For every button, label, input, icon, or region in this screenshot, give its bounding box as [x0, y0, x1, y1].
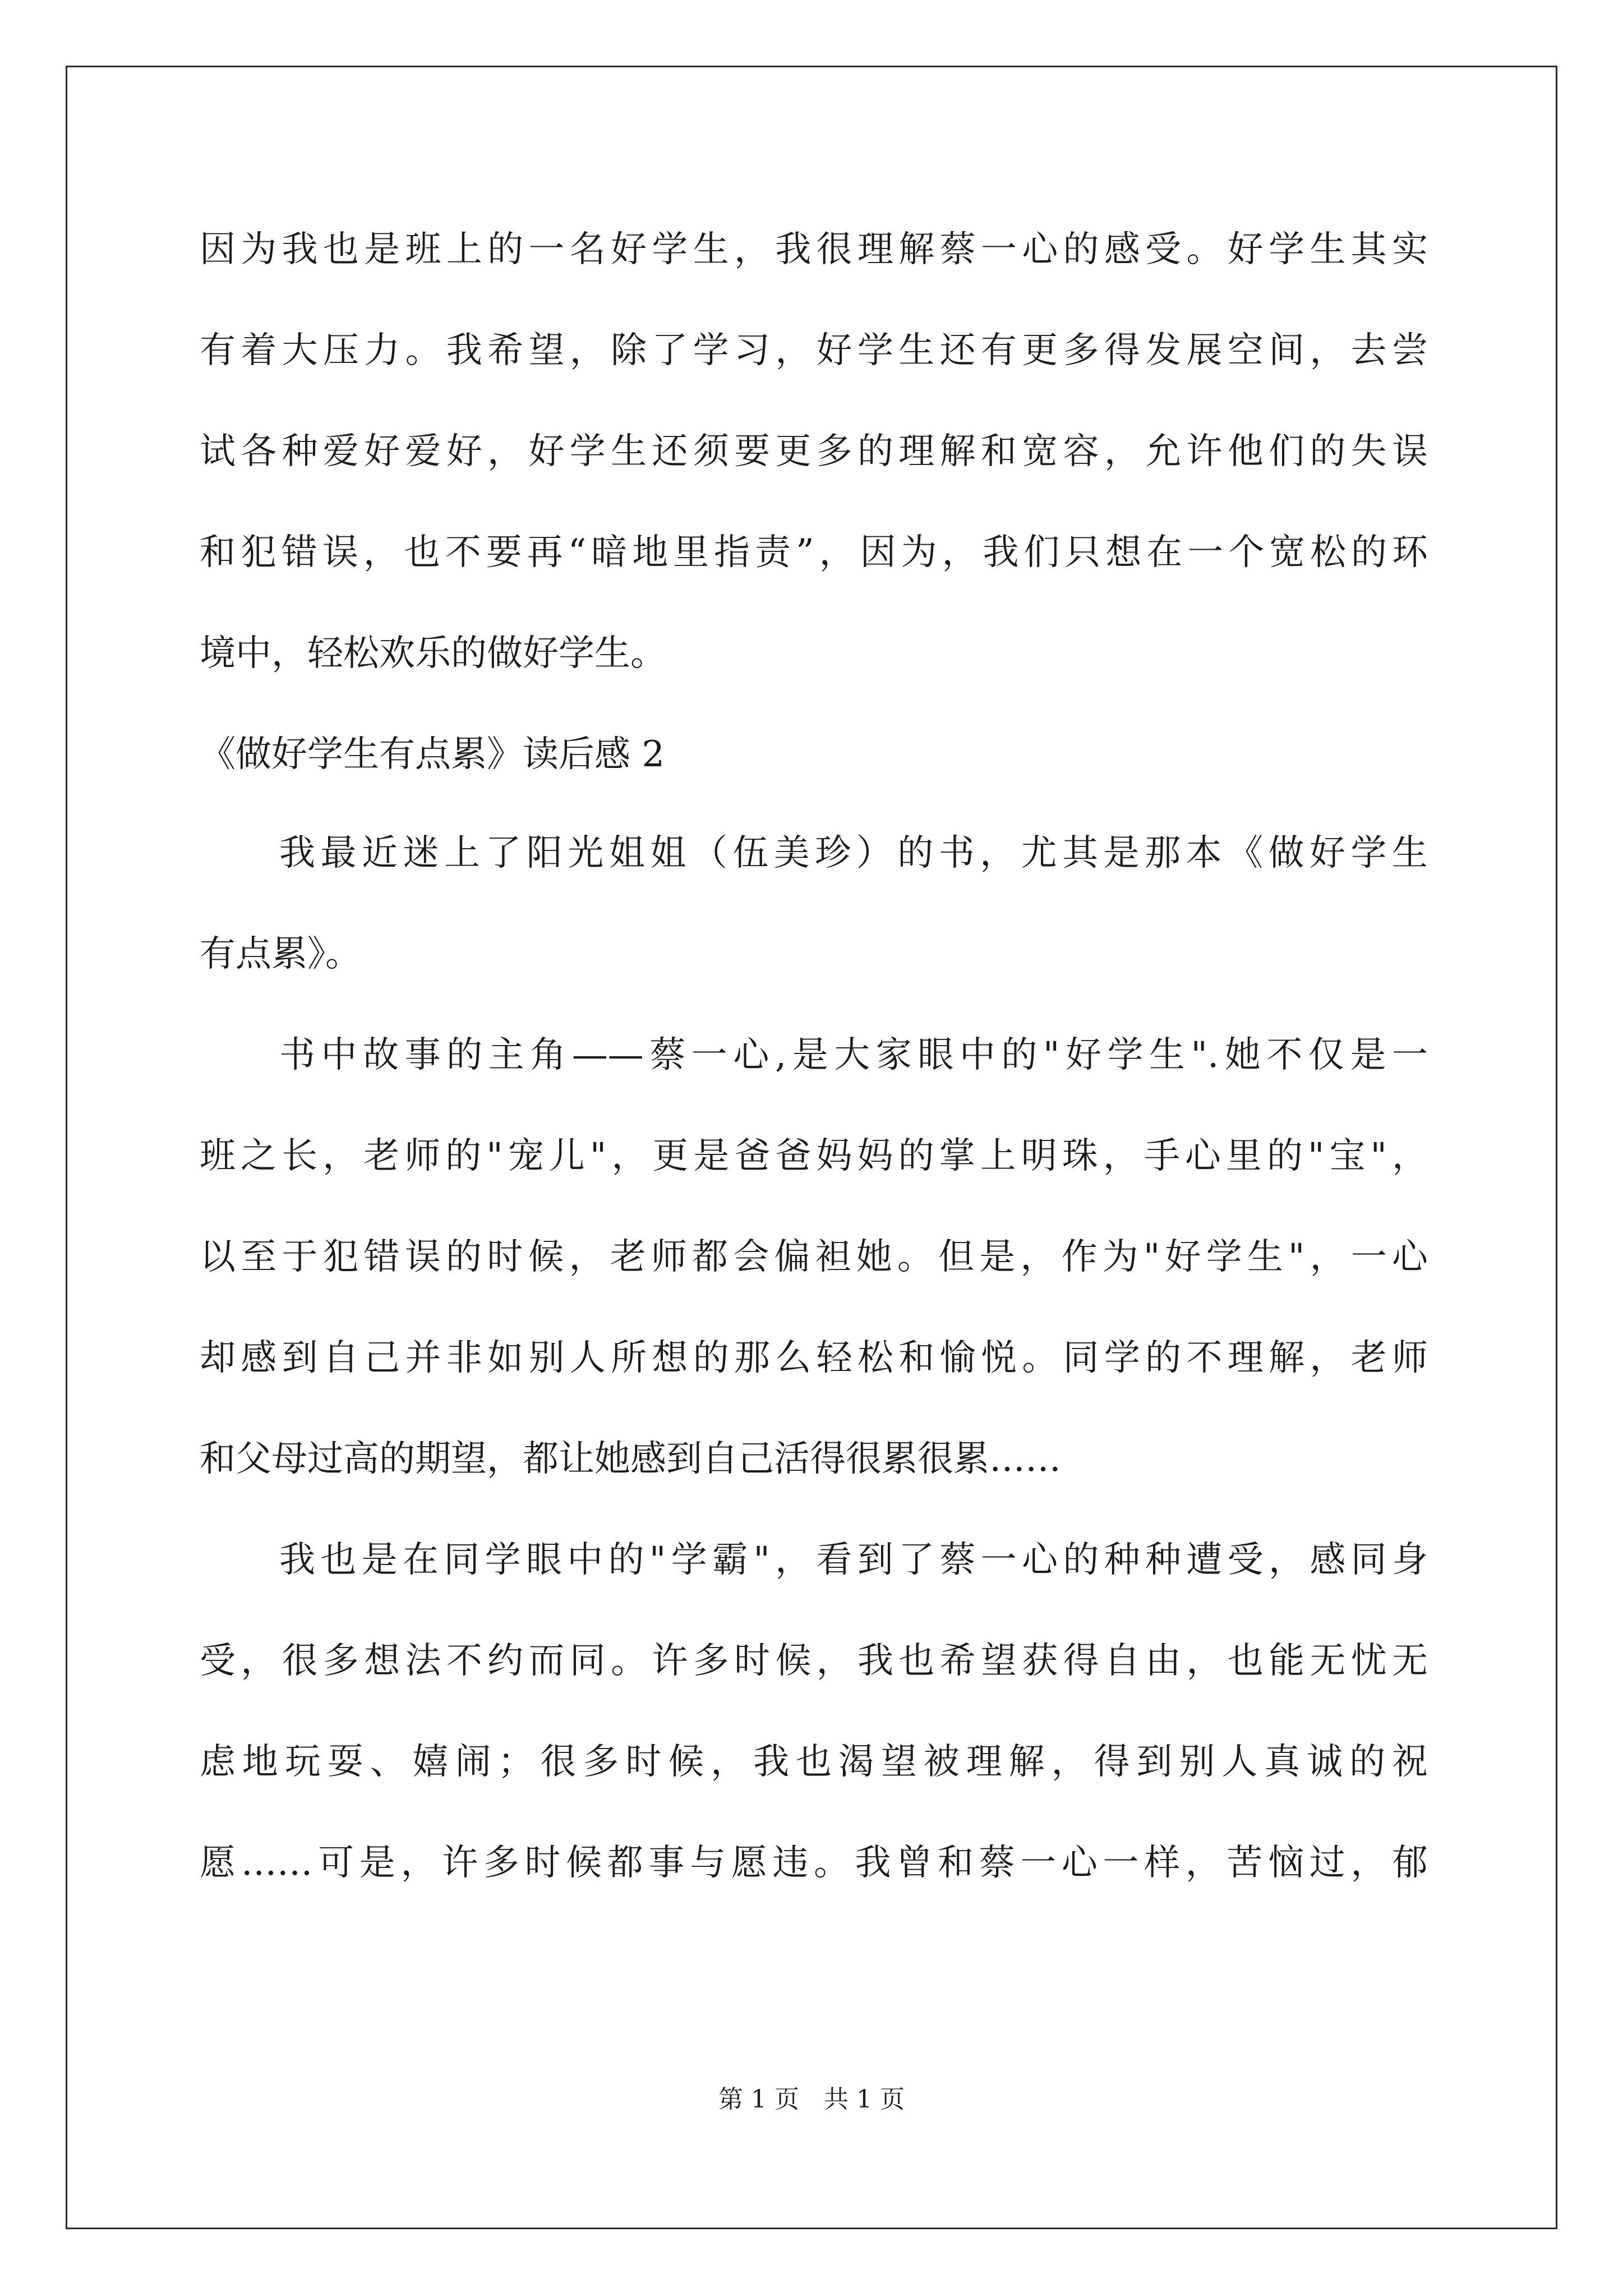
- paragraph-line: 和犯错误，也不要再“暗地里指责”，因为，我们只想在一个宽松的环: [200, 532, 1428, 573]
- page-footer: 第 1 页 共 1 页: [718, 2085, 905, 2114]
- document-body: [200, 213, 1428, 1927]
- paragraph-line: 书中故事的主角——蔡一心,是大家眼中的"好学生".她不仅是一: [279, 1034, 1428, 1076]
- paragraph-line: 因为我也是班上的一名好学生，我很理解蔡一心的感受。好学生其实: [200, 229, 1428, 270]
- paragraph-line: 班之长，老师的"宠儿"，更是爸爸妈妈的掌上明珠，手心里的"宝"，: [200, 1135, 1428, 1177]
- paragraph-line: 我也是在同学眼中的"学霸"，看到了蔡一心的种种遭受，感同身: [279, 1539, 1428, 1581]
- section-heading: 《做好学生有点累》读后感 2: [200, 734, 665, 775]
- paragraph-line: 境中，轻松欢乐的做好学生。: [200, 633, 666, 674]
- paragraph-line: 以至于犯错误的时候，老师都会偏袒她。但是，作为"好学生"，一心: [200, 1236, 1428, 1278]
- paragraph-line: 有点累》。: [200, 933, 361, 975]
- paragraph-line: 和父母过高的期望，都让她感到自己活得很累很累……: [200, 1438, 1061, 1480]
- paragraph-line: 却感到自己并非如别人所想的那么轻松和愉悦。同学的不理解，老师: [200, 1337, 1428, 1379]
- paragraph-line: 受，很多想法不约而同。许多时候，我也希望获得自由，也能无忧无: [200, 1640, 1428, 1682]
- paragraph-line: 我最近迷上了阳光姐姐（伍美珍）的书，尤其是那本《做好学生: [279, 832, 1428, 874]
- paragraph-line: 有着大压力。我希望，除了学习，好学生还有更多得发展空间，去尝: [200, 330, 1428, 371]
- paragraph-line: 试各种爱好爱好，好学生还须要更多的理解和宽容，允许他们的失误: [200, 431, 1428, 472]
- paragraph-line: 愿……可是，许多时候都事与愿违。我曾和蔡一心一样，苦恼过，郁: [200, 1842, 1428, 1884]
- paragraph-line: 虑地玩耍、嬉闹；很多时候，我也渴望被理解，得到别人真诚的祝: [200, 1741, 1428, 1783]
